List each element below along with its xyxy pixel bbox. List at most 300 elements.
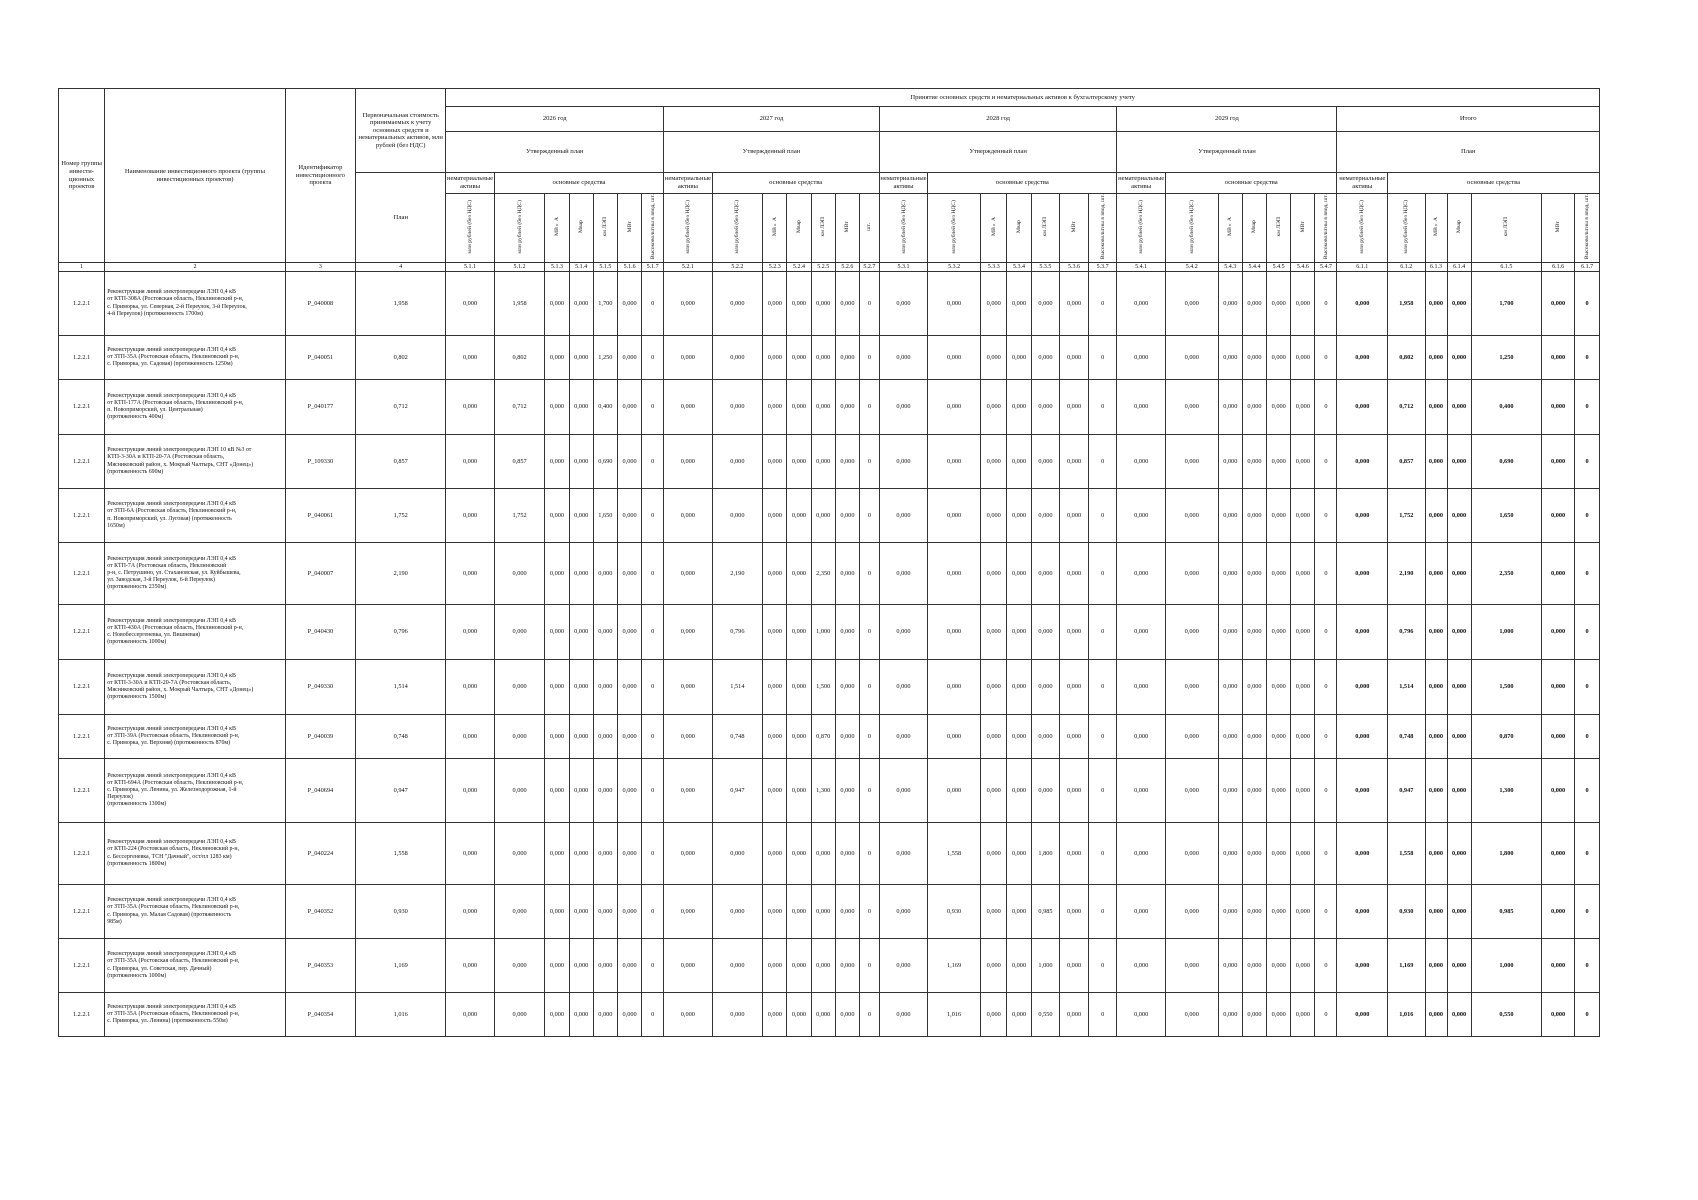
table-row xyxy=(59,823,1600,885)
total-value-cell: 2,350 xyxy=(1471,543,1541,605)
value-cell: 0,000 xyxy=(712,885,763,939)
value-cell: 0,000 xyxy=(664,605,712,660)
total-value-cell: 0 xyxy=(1575,543,1600,605)
value-cell: 0,000 xyxy=(1218,489,1242,543)
initial-cost-cell: 0,930 xyxy=(356,885,446,939)
initial-cost-cell: 1,016 xyxy=(356,993,446,1037)
value-cell: 0,000 xyxy=(1060,543,1089,605)
total-value-cell: 0,000 xyxy=(1337,272,1388,336)
value-cell: 0,000 xyxy=(1218,823,1242,885)
value-cell: 0,000 xyxy=(1060,939,1089,993)
total-value-cell: 0,985 xyxy=(1471,885,1541,939)
unit-label: млн рублей (без НДС) xyxy=(1138,199,1145,254)
total-value-cell: 0,000 xyxy=(1447,885,1471,939)
value-cell: 0,000 xyxy=(1218,993,1242,1037)
column-index: 5.4.4 xyxy=(1242,263,1266,272)
value-cell: 0,000 xyxy=(617,759,641,823)
value-cell: 1,752 xyxy=(494,489,545,543)
value-cell: 0 xyxy=(1315,336,1337,380)
unit-label: МВт xyxy=(1299,221,1306,233)
value-cell: 0,000 xyxy=(835,605,859,660)
value-cell: 0,000 xyxy=(1117,272,1165,336)
table-row xyxy=(59,435,1600,489)
value-cell: 0,000 xyxy=(1007,605,1031,660)
value-cell: 0,000 xyxy=(664,660,712,715)
value-cell: 0,857 xyxy=(494,435,545,489)
column-index: 6.1.7 xyxy=(1575,263,1600,272)
value-cell: 0,000 xyxy=(1165,543,1218,605)
total-value-cell: 0,000 xyxy=(1425,605,1447,660)
value-cell: 0,000 xyxy=(1291,759,1315,823)
value-cell: 0,000 xyxy=(545,715,569,759)
value-cell: 0,000 xyxy=(981,885,1007,939)
value-cell: 0,000 xyxy=(1060,605,1089,660)
value-cell: 0 xyxy=(642,885,664,939)
value-cell: 0,000 xyxy=(835,759,859,823)
plan-header: Утвержденный план xyxy=(664,132,880,173)
value-cell: 0,550 xyxy=(1031,993,1060,1037)
total-value-cell: 0,000 xyxy=(1337,435,1388,489)
unit-header xyxy=(981,194,1007,263)
value-cell: 0 xyxy=(1315,715,1337,759)
value-cell: 0 xyxy=(1315,993,1337,1037)
project-id-cell: P_049330 xyxy=(285,660,355,715)
value-cell: 0,000 xyxy=(545,759,569,823)
fixed-assets-header: основные средства xyxy=(712,173,879,194)
value-cell: 0,000 xyxy=(1242,336,1266,380)
fixed-assets-header: основные средства xyxy=(1388,173,1600,194)
value-cell: 0,000 xyxy=(569,489,593,543)
total-value-cell: 0,000 xyxy=(1542,272,1575,336)
initial-cost-cell: 1,514 xyxy=(356,660,446,715)
value-cell: 0,000 xyxy=(879,715,927,759)
project-name-cell: Реконструкция линий электропередачи ЛЭП 0,4 кВ от ЗТП-39А (Ростовская область, Неклиновский р-н, с. Приморка, ул. Верхняя) (протяженность 870м) xyxy=(105,715,285,759)
value-cell: 0,000 xyxy=(1165,715,1218,759)
value-cell: 0,947 xyxy=(712,759,763,823)
value-cell: 1,016 xyxy=(928,993,981,1037)
total-value-cell: 0,000 xyxy=(1447,993,1471,1037)
total-value-cell: 0,000 xyxy=(1337,993,1388,1037)
value-cell: 0,000 xyxy=(569,543,593,605)
value-cell: 2,350 xyxy=(811,543,835,605)
value-cell: 0,000 xyxy=(787,823,811,885)
value-cell: 0 xyxy=(860,380,880,435)
value-cell: 0 xyxy=(642,435,664,489)
value-cell: 0,000 xyxy=(981,823,1007,885)
value-cell: 0,802 xyxy=(494,336,545,380)
value-cell: 0 xyxy=(1088,885,1117,939)
value-cell: 0,000 xyxy=(928,543,981,605)
column-index: 6.1.1 xyxy=(1337,263,1388,272)
value-cell: 0,000 xyxy=(1267,336,1291,380)
value-cell: 0,000 xyxy=(1031,605,1060,660)
value-cell: 0,000 xyxy=(1007,715,1031,759)
project-id-cell: P_040354 xyxy=(285,993,355,1037)
value-cell: 0,000 xyxy=(1117,605,1165,660)
header-project-name: Наименование инвестиционного проекта (группы инвестиционных проектов) xyxy=(105,89,285,263)
value-cell: 0,000 xyxy=(879,605,927,660)
unit-header xyxy=(1425,194,1447,263)
table-row xyxy=(59,543,1600,605)
total-value-cell: 0,000 xyxy=(1337,543,1388,605)
value-cell: 0 xyxy=(1315,605,1337,660)
value-cell: 0 xyxy=(1315,660,1337,715)
column-index: 5.2.1 xyxy=(664,263,712,272)
value-cell: 0,000 xyxy=(787,715,811,759)
value-cell: 0,000 xyxy=(1117,489,1165,543)
value-cell: 0 xyxy=(1088,489,1117,543)
column-index: 5.2.3 xyxy=(763,263,787,272)
value-cell: 0 xyxy=(642,715,664,759)
unit-header xyxy=(446,194,494,263)
value-cell: 0,000 xyxy=(1165,823,1218,885)
value-cell: 0 xyxy=(642,660,664,715)
value-cell: 1,800 xyxy=(1031,823,1060,885)
total-value-cell: 0,000 xyxy=(1425,336,1447,380)
project-id-cell: P_040007 xyxy=(285,543,355,605)
total-value-cell: 0,000 xyxy=(1425,823,1447,885)
total-value-cell: 0,000 xyxy=(1425,939,1447,993)
value-cell: 0,000 xyxy=(1165,660,1218,715)
value-cell: 0,000 xyxy=(787,380,811,435)
total-value-cell: 0,000 xyxy=(1542,435,1575,489)
value-cell: 0 xyxy=(642,336,664,380)
total-value-cell: 0,000 xyxy=(1425,759,1447,823)
column-index: 5.4.3 xyxy=(1218,263,1242,272)
value-cell: 0,000 xyxy=(879,336,927,380)
total-value-cell: 0 xyxy=(1575,435,1600,489)
total-value-cell: 0,000 xyxy=(1447,939,1471,993)
value-cell: 0,000 xyxy=(617,885,641,939)
value-cell: 0,000 xyxy=(1117,435,1165,489)
value-cell: 0,712 xyxy=(494,380,545,435)
value-cell: 0,000 xyxy=(763,336,787,380)
value-cell: 0 xyxy=(1315,272,1337,336)
column-index: 5.4.2 xyxy=(1165,263,1218,272)
column-index: 5.1.2 xyxy=(494,263,545,272)
total-value-cell: 1,752 xyxy=(1388,489,1425,543)
total-value-cell: 0 xyxy=(1575,993,1600,1037)
value-cell: 0,000 xyxy=(981,380,1007,435)
value-cell: 0,000 xyxy=(981,336,1007,380)
value-cell: 0,000 xyxy=(545,660,569,715)
value-cell: 0 xyxy=(642,823,664,885)
value-cell: 0,000 xyxy=(617,272,641,336)
value-cell: 0,000 xyxy=(1060,272,1089,336)
value-cell: 0,000 xyxy=(617,715,641,759)
value-cell: 1,500 xyxy=(811,660,835,715)
total-value-cell: 0,000 xyxy=(1447,336,1471,380)
value-cell: 0,000 xyxy=(545,543,569,605)
year-header: 2028 год xyxy=(879,107,1117,132)
value-cell: 1,650 xyxy=(593,489,617,543)
value-cell: 0,000 xyxy=(879,660,927,715)
value-cell: 0,000 xyxy=(1218,380,1242,435)
total-value-cell: 0,000 xyxy=(1542,380,1575,435)
value-cell: 0,000 xyxy=(1117,939,1165,993)
unit-label: км ЛЭП xyxy=(602,216,609,237)
value-cell: 0 xyxy=(860,272,880,336)
value-cell: 0,000 xyxy=(787,660,811,715)
value-cell: 0,000 xyxy=(1060,435,1089,489)
value-cell: 0,000 xyxy=(545,939,569,993)
value-cell: 0,000 xyxy=(664,885,712,939)
total-value-cell: 0,857 xyxy=(1388,435,1425,489)
total-value-cell: 0,000 xyxy=(1337,380,1388,435)
value-cell: 0,000 xyxy=(981,715,1007,759)
total-value-cell: 0,000 xyxy=(1447,759,1471,823)
column-index: 5.2.4 xyxy=(787,263,811,272)
value-cell: 0,000 xyxy=(1267,272,1291,336)
value-cell: 0,000 xyxy=(1291,660,1315,715)
value-cell: 0,000 xyxy=(1218,435,1242,489)
value-cell: 0,000 xyxy=(664,489,712,543)
value-cell: 0,400 xyxy=(593,380,617,435)
value-cell: 0,000 xyxy=(1218,660,1242,715)
value-cell: 0,000 xyxy=(763,759,787,823)
total-value-cell: 0,000 xyxy=(1542,885,1575,939)
total-value-cell: 0,000 xyxy=(1542,543,1575,605)
unit-header xyxy=(1117,194,1165,263)
value-cell: 0,000 xyxy=(545,435,569,489)
value-cell: 0,000 xyxy=(446,885,494,939)
project-name-cell: Реконструкция линий электропередачи ЛЭП 0,4 кВ от ЗТП-35А (Ростовская область, Неклиновский р-н, с. Приморка, ул. Малая Садовая) (протяженность 985м) xyxy=(105,885,285,939)
unit-label: Мвар xyxy=(796,220,802,234)
value-cell: 0,000 xyxy=(1117,759,1165,823)
unit-header xyxy=(617,194,641,263)
value-cell: 0,000 xyxy=(763,605,787,660)
table-row xyxy=(59,993,1600,1037)
project-id-cell: P_040008 xyxy=(285,272,355,336)
value-cell: 0 xyxy=(860,489,880,543)
value-cell: 0,000 xyxy=(787,939,811,993)
total-value-cell: 0,000 xyxy=(1542,489,1575,543)
value-cell: 0,000 xyxy=(617,435,641,489)
value-cell: 0,000 xyxy=(1060,660,1089,715)
value-cell: 0,000 xyxy=(569,885,593,939)
value-cell: 0,000 xyxy=(1007,993,1031,1037)
value-cell: 0,000 xyxy=(1060,993,1089,1037)
value-cell: 0 xyxy=(1315,759,1337,823)
unit-label: шт. xyxy=(866,222,873,231)
total-value-cell: 0,000 xyxy=(1425,543,1447,605)
value-cell: 0,000 xyxy=(1007,823,1031,885)
value-cell: 0,000 xyxy=(928,489,981,543)
table-row xyxy=(59,885,1600,939)
column-index: 6.1.4 xyxy=(1447,263,1471,272)
column-index: 5.3.6 xyxy=(1060,263,1089,272)
total-value-cell: 2,190 xyxy=(1388,543,1425,605)
value-cell: 0,000 xyxy=(1291,885,1315,939)
value-cell: 0,000 xyxy=(763,993,787,1037)
unit-label: млн рублей (без НДС) xyxy=(900,199,907,254)
value-cell: 0,000 xyxy=(569,759,593,823)
header-main-title: Принятие основных средств и нематериальных активов к бухгалтерскому учету xyxy=(446,89,1600,107)
fixed-assets-header: основные средства xyxy=(494,173,663,194)
value-cell: 0 xyxy=(1315,543,1337,605)
total-value-cell: 0 xyxy=(1575,380,1600,435)
project-name-cell: Реконструкция линий электропередачи ЛЭП 0,4 кВ от ЗТП-35А (Ростовская область, Неклиновский р-н, с. Приморка, ул. Ленина) (протяженность 550м) xyxy=(105,993,285,1037)
value-cell: 0,000 xyxy=(1060,823,1089,885)
value-cell: 0 xyxy=(1088,715,1117,759)
column-index: 6.1.2 xyxy=(1388,263,1425,272)
value-cell: 0,000 xyxy=(811,939,835,993)
intangible-assets-header: нематериальные активы xyxy=(1337,173,1388,194)
value-cell: 0,000 xyxy=(811,435,835,489)
total-value-cell: 0,000 xyxy=(1337,939,1388,993)
initial-cost-cell: 1,558 xyxy=(356,823,446,885)
project-id-cell: P_040061 xyxy=(285,489,355,543)
value-cell: 0,000 xyxy=(593,715,617,759)
total-value-cell: 0,000 xyxy=(1542,939,1575,993)
total-value-cell: 0,400 xyxy=(1471,380,1541,435)
unit-header xyxy=(811,194,835,263)
value-cell: 0,000 xyxy=(1007,435,1031,489)
value-cell: 0,000 xyxy=(879,939,927,993)
project-id-cell: P_040430 xyxy=(285,605,355,660)
value-cell: 0 xyxy=(1088,660,1117,715)
value-cell: 0 xyxy=(1088,939,1117,993)
intangible-assets-header: нематериальные активы xyxy=(446,173,494,194)
value-cell: 0,000 xyxy=(811,885,835,939)
investment-table xyxy=(58,88,1600,1037)
table-row xyxy=(59,272,1600,336)
unit-header xyxy=(642,194,664,263)
value-cell: 0,000 xyxy=(1165,605,1218,660)
unit-header xyxy=(763,194,787,263)
value-cell: 0 xyxy=(642,605,664,660)
column-index-row xyxy=(59,263,1600,272)
group-number-cell: 1.2.2.1 xyxy=(59,759,105,823)
total-value-cell: 0,748 xyxy=(1388,715,1425,759)
value-cell: 0 xyxy=(1088,759,1117,823)
value-cell: 0,000 xyxy=(1007,660,1031,715)
total-value-cell: 0 xyxy=(1575,336,1600,380)
project-id-cell: P_040224 xyxy=(285,823,355,885)
total-value-cell: 0 xyxy=(1575,489,1600,543)
value-cell: 0,000 xyxy=(545,272,569,336)
value-cell: 0,930 xyxy=(928,885,981,939)
value-cell: 0,000 xyxy=(1060,759,1089,823)
value-cell: 0,000 xyxy=(712,380,763,435)
value-cell: 0,000 xyxy=(446,380,494,435)
value-cell: 0,000 xyxy=(1031,543,1060,605)
unit-header xyxy=(494,194,545,263)
group-number-cell: 1.2.2.1 xyxy=(59,336,105,380)
total-value-cell: 0,947 xyxy=(1388,759,1425,823)
value-cell: 0,870 xyxy=(811,715,835,759)
value-cell: 0,000 xyxy=(593,543,617,605)
value-cell: 0,000 xyxy=(545,993,569,1037)
value-cell: 0,000 xyxy=(981,939,1007,993)
unit-header xyxy=(1088,194,1117,263)
value-cell: 0,000 xyxy=(593,660,617,715)
value-cell: 0,000 xyxy=(569,823,593,885)
total-value-cell: 0,000 xyxy=(1447,435,1471,489)
value-cell: 0,000 xyxy=(494,885,545,939)
initial-cost-cell: 1,169 xyxy=(356,939,446,993)
value-cell: 0,000 xyxy=(1060,380,1089,435)
column-index: 5.3.2 xyxy=(928,263,981,272)
initial-cost-cell: 0,857 xyxy=(356,435,446,489)
value-cell: 0,000 xyxy=(787,489,811,543)
value-cell: 0,000 xyxy=(763,715,787,759)
value-cell: 1,958 xyxy=(494,272,545,336)
value-cell: 0,000 xyxy=(1267,993,1291,1037)
total-value-cell: 1,800 xyxy=(1471,823,1541,885)
value-cell: 0,000 xyxy=(712,489,763,543)
value-cell: 0,000 xyxy=(1291,993,1315,1037)
value-cell: 0 xyxy=(642,272,664,336)
unit-label: млн рублей (без НДС) xyxy=(734,199,741,254)
value-cell: 0,000 xyxy=(1291,939,1315,993)
value-cell: 0,000 xyxy=(664,543,712,605)
unit-header xyxy=(1267,194,1291,263)
column-index: 5.4.6 xyxy=(1291,263,1315,272)
value-cell: 0,000 xyxy=(617,823,641,885)
project-name-cell: Реконструкция линий электропередачи ЛЭП 0,4 кВ от КТП-430А (Ростовская область, Неклиновский р-н, с. Новобессергеневка, ул. Вишневая) (протяженность 1000м) xyxy=(105,605,285,660)
unit-label: млн рублей (без НДС) xyxy=(1188,199,1195,254)
value-cell: 0,000 xyxy=(1117,380,1165,435)
value-cell: 0,000 xyxy=(1242,380,1266,435)
total-value-cell: 0,000 xyxy=(1542,759,1575,823)
value-cell: 0,000 xyxy=(928,272,981,336)
total-value-cell: 0 xyxy=(1575,272,1600,336)
total-value-cell: 0,000 xyxy=(1425,489,1447,543)
group-number-cell: 1.2.2.1 xyxy=(59,939,105,993)
value-cell: 0,000 xyxy=(981,759,1007,823)
value-cell: 0,796 xyxy=(712,605,763,660)
total-value-cell: 0 xyxy=(1575,605,1600,660)
year-header: 2029 год xyxy=(1117,107,1337,132)
value-cell: 0,000 xyxy=(1165,435,1218,489)
value-cell: 0,000 xyxy=(446,489,494,543)
value-cell: 0,000 xyxy=(981,272,1007,336)
initial-cost-cell: 1,752 xyxy=(356,489,446,543)
unit-label: млн рублей (без НДС) xyxy=(951,199,958,254)
value-cell: 0,000 xyxy=(1165,759,1218,823)
plan-header: План xyxy=(1337,132,1600,173)
value-cell: 0,000 xyxy=(494,543,545,605)
total-value-cell: 0,000 xyxy=(1425,885,1447,939)
value-cell: 0 xyxy=(1088,543,1117,605)
project-name-cell: Реконструкция линий электропередачи ЛЭП 10 кВ №3 от КТП-3-30А и КТП-20-7А (Ростовская область, Мясниковский район, х. Мокрый Чалтырь, СНТ «Донец») (протяженность 690м) xyxy=(105,435,285,489)
value-cell: 0,000 xyxy=(787,435,811,489)
value-cell: 0,000 xyxy=(835,715,859,759)
value-cell: 0,000 xyxy=(1242,715,1266,759)
unit-header xyxy=(1315,194,1337,263)
project-id-cell: P_109330 xyxy=(285,435,355,489)
value-cell: 0 xyxy=(1315,435,1337,489)
value-cell: 0,000 xyxy=(1007,336,1031,380)
value-cell: 0,000 xyxy=(617,380,641,435)
value-cell: 0 xyxy=(642,993,664,1037)
value-cell: 0,000 xyxy=(1007,380,1031,435)
value-cell: 0 xyxy=(860,336,880,380)
value-cell: 0,000 xyxy=(664,823,712,885)
value-cell: 0,000 xyxy=(1242,939,1266,993)
value-cell: 0,000 xyxy=(1267,543,1291,605)
value-cell: 0,000 xyxy=(1267,660,1291,715)
total-value-cell: 0,690 xyxy=(1471,435,1541,489)
value-cell: 0,000 xyxy=(928,660,981,715)
total-value-cell: 0,000 xyxy=(1425,993,1447,1037)
value-cell: 0,000 xyxy=(569,380,593,435)
value-cell: 1,700 xyxy=(593,272,617,336)
unit-label: МВт xyxy=(626,221,633,233)
group-number-cell: 1.2.2.1 xyxy=(59,823,105,885)
value-cell: 0,000 xyxy=(446,660,494,715)
